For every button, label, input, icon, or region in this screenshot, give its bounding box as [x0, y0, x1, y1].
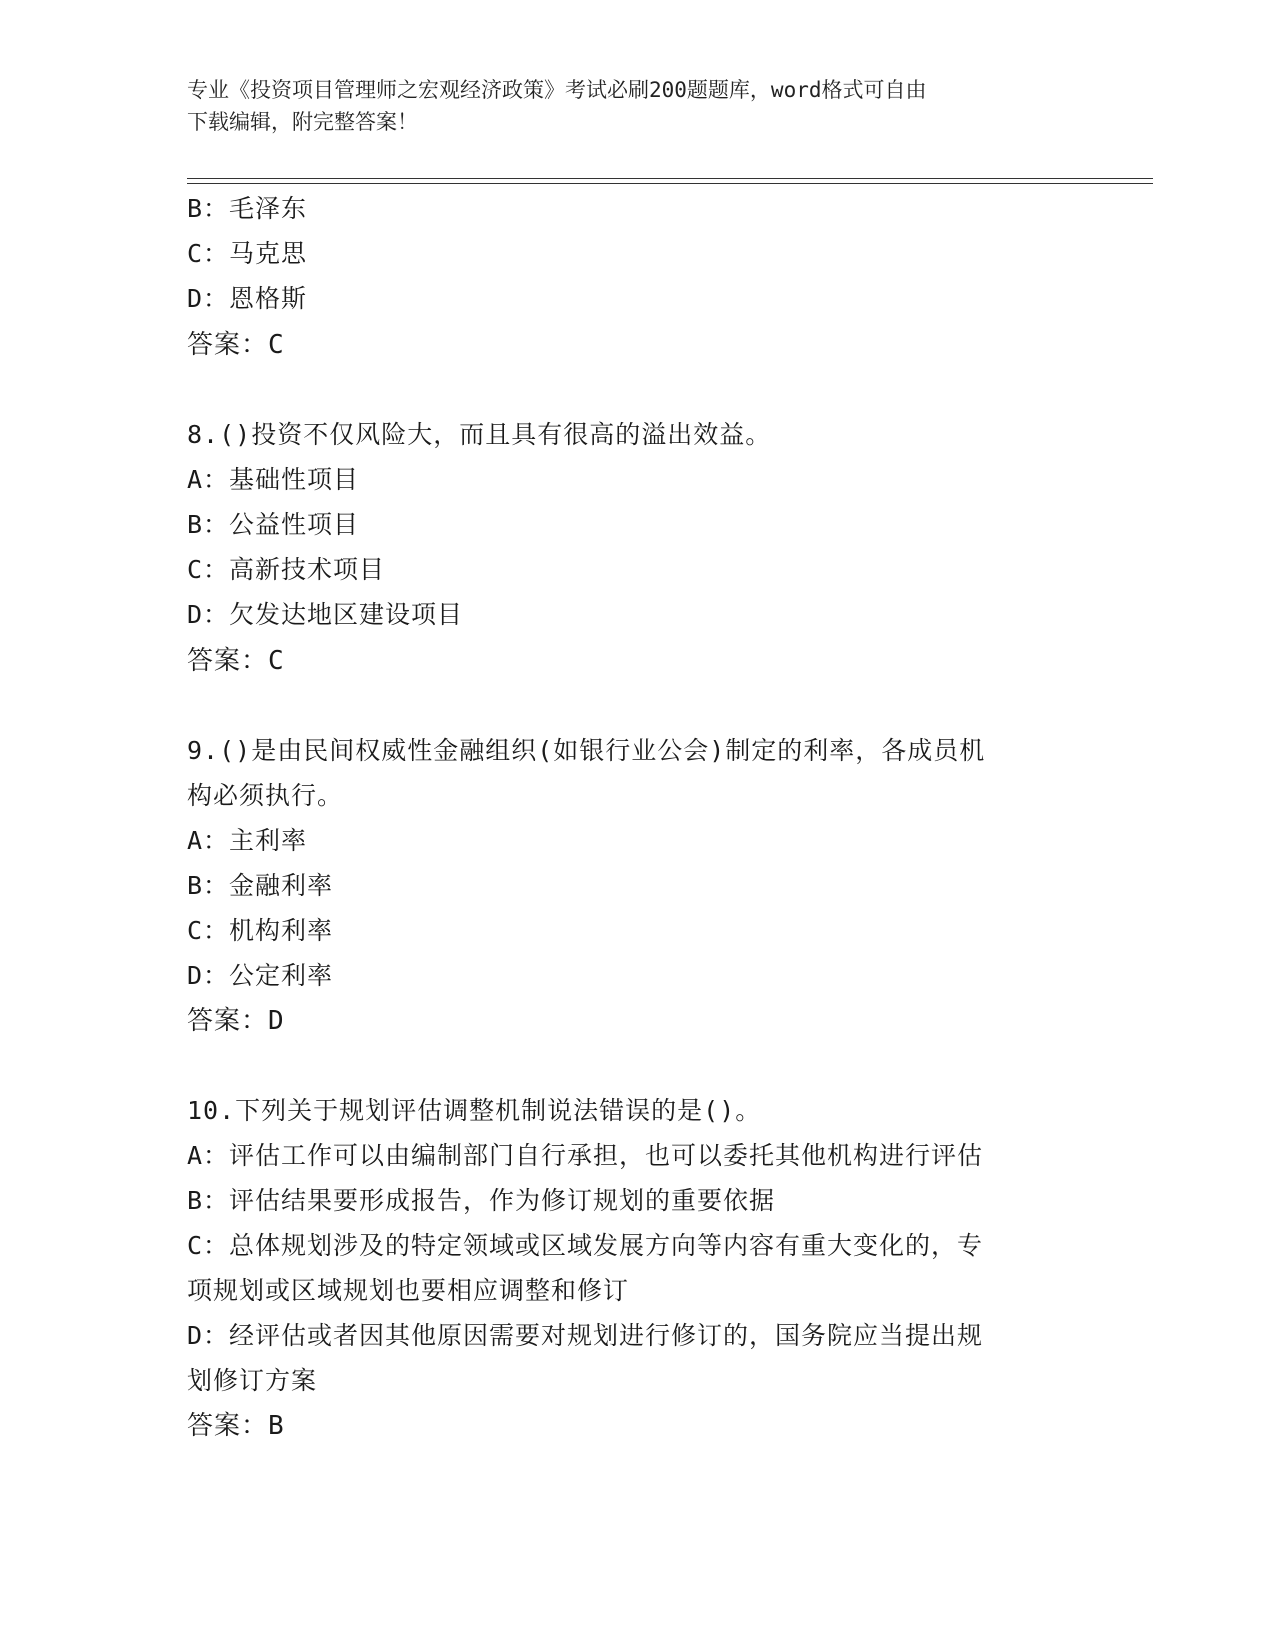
- q10-option-a: A：评估工作可以由编制部门自行承担，也可以委托其他机构进行评估: [187, 1141, 984, 1170]
- q10-option-d-line-2: 划修订方案: [187, 1366, 318, 1395]
- q10-answer: 答案：B: [187, 1411, 285, 1441]
- q8-option-c: C：高新技术项目: [187, 555, 386, 584]
- q9-option-a: A：主利率: [187, 826, 308, 855]
- q10-option-c-line-1: C：总体规划涉及的特定领域或区域发展方向等内容有重大变化的，专: [187, 1231, 984, 1260]
- q9-answer: 答案：D: [187, 1006, 285, 1036]
- header-line-2: 下载编辑，附完整答案！: [187, 110, 418, 134]
- q7-answer: 答案：C: [187, 330, 285, 360]
- q8-option-a: A：基础性项目: [187, 465, 360, 494]
- q8-answer: 答案：C: [187, 646, 285, 676]
- q9-option-b: B：金融利率: [187, 871, 334, 900]
- header-divider-bottom: [187, 183, 1153, 184]
- q8-question: 8.()投资不仅风险大，而且具有很高的溢出效益。: [187, 420, 772, 449]
- q9-option-d: D：公定利率: [187, 961, 334, 990]
- q10-option-d-line-1: D：经评估或者因其他原因需要对规划进行修订的，国务院应当提出规: [187, 1321, 984, 1350]
- q10-question: 10.下列关于规划评估调整机制说法错误的是()。: [187, 1096, 762, 1125]
- q10-option-b: B：评估结果要形成报告，作为修订规划的重要依据: [187, 1186, 776, 1215]
- header-line-1: 专业《投资项目管理师之宏观经济政策》考试必刷200题题库，word格式可自由: [187, 78, 927, 102]
- q8-option-d: D：欠发达地区建设项目: [187, 600, 464, 629]
- q9-option-c: C：机构利率: [187, 916, 334, 945]
- q7-option-b: B：毛泽东: [187, 194, 308, 223]
- header-divider-top: [187, 178, 1153, 179]
- q9-question-line-1: 9.()是由民间权威性金融组织(如银行业公会)制定的利率，各成员机: [187, 736, 986, 765]
- document-header: [187, 74, 1067, 138]
- q10-option-c-line-2: 项规划或区域规划也要相应调整和修订: [187, 1276, 630, 1305]
- q8-option-b: B：公益性项目: [187, 510, 360, 539]
- q7-option-d: D：恩格斯: [187, 284, 308, 313]
- q9-question-line-2: 构必须执行。: [187, 781, 344, 810]
- q7-option-c: C：马克思: [187, 239, 308, 268]
